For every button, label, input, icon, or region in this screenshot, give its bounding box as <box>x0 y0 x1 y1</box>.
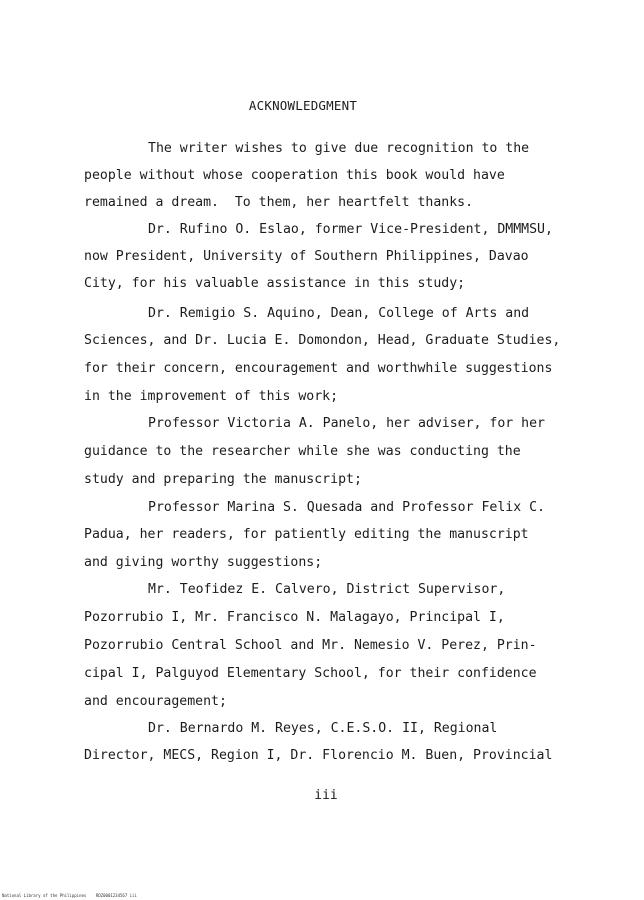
text-line: Director, MECS, Region I, Dr. Florencio M. Buen, Provincial <box>84 748 553 763</box>
text-line: Dr. Bernardo M. Reyes, C.E.S.O. II, Regional <box>148 721 498 736</box>
text-line: study and preparing the manuscript; <box>84 472 362 487</box>
text-line: for their concern, encouragement and worthwhile suggestions <box>84 361 553 376</box>
text-line: people without whose cooperation this book would have <box>84 168 505 183</box>
text-line: Professor Victoria A. Panelo, her adviser, for her <box>148 416 545 431</box>
text-line: guidance to the researcher while she was conducting the <box>84 444 521 459</box>
text-line: City, for his valuable assistance in this study; <box>84 276 466 291</box>
text-line: now President, University of Southern Philippines, Davao <box>84 249 529 264</box>
text-line: Dr. Rufino O. Eslao, former Vice-President, DMMMSU, <box>148 222 553 237</box>
text-line: Sciences, and Dr. Lucia E. Domondon, Head, Graduate Studies, <box>84 333 561 348</box>
text-line: Pozorrubio I, Mr. Francisco N. Malagayo, Principal I, <box>84 610 505 625</box>
text-line: Professor Marina S. Quesada and Professor Felix C. <box>148 500 545 515</box>
text-line: Pozorrubio Central School and Mr. Nemesio V. Perez, Prin- <box>84 638 537 653</box>
text-line: Padua, her readers, for patiently editing the manuscript <box>84 527 529 542</box>
text-line: Dr. Remigio S. Aquino, Dean, College of Arts and <box>148 306 530 321</box>
page-title: ACKNOWLEDGMENT <box>248 98 358 113</box>
text-line: remained a dream. To them, her heartfelt thanks. <box>84 195 474 210</box>
text-line: cipal I, Palguyod Elementary School, for their confidence <box>84 666 537 681</box>
page-number: iii <box>314 788 338 803</box>
text-line: The writer wishes to give due recognition to the <box>148 141 530 156</box>
text-line: and giving worthy suggestions; <box>84 555 323 570</box>
text-line: in the improvement of this work; <box>84 389 339 404</box>
footer-stamp: National Library of the Philippines RDZ0001234567 iii <box>2 893 137 898</box>
text-line: and encouragement; <box>84 694 227 709</box>
text-line: Mr. Teofidez E. Calvero, District Supervisor, <box>148 582 506 597</box>
